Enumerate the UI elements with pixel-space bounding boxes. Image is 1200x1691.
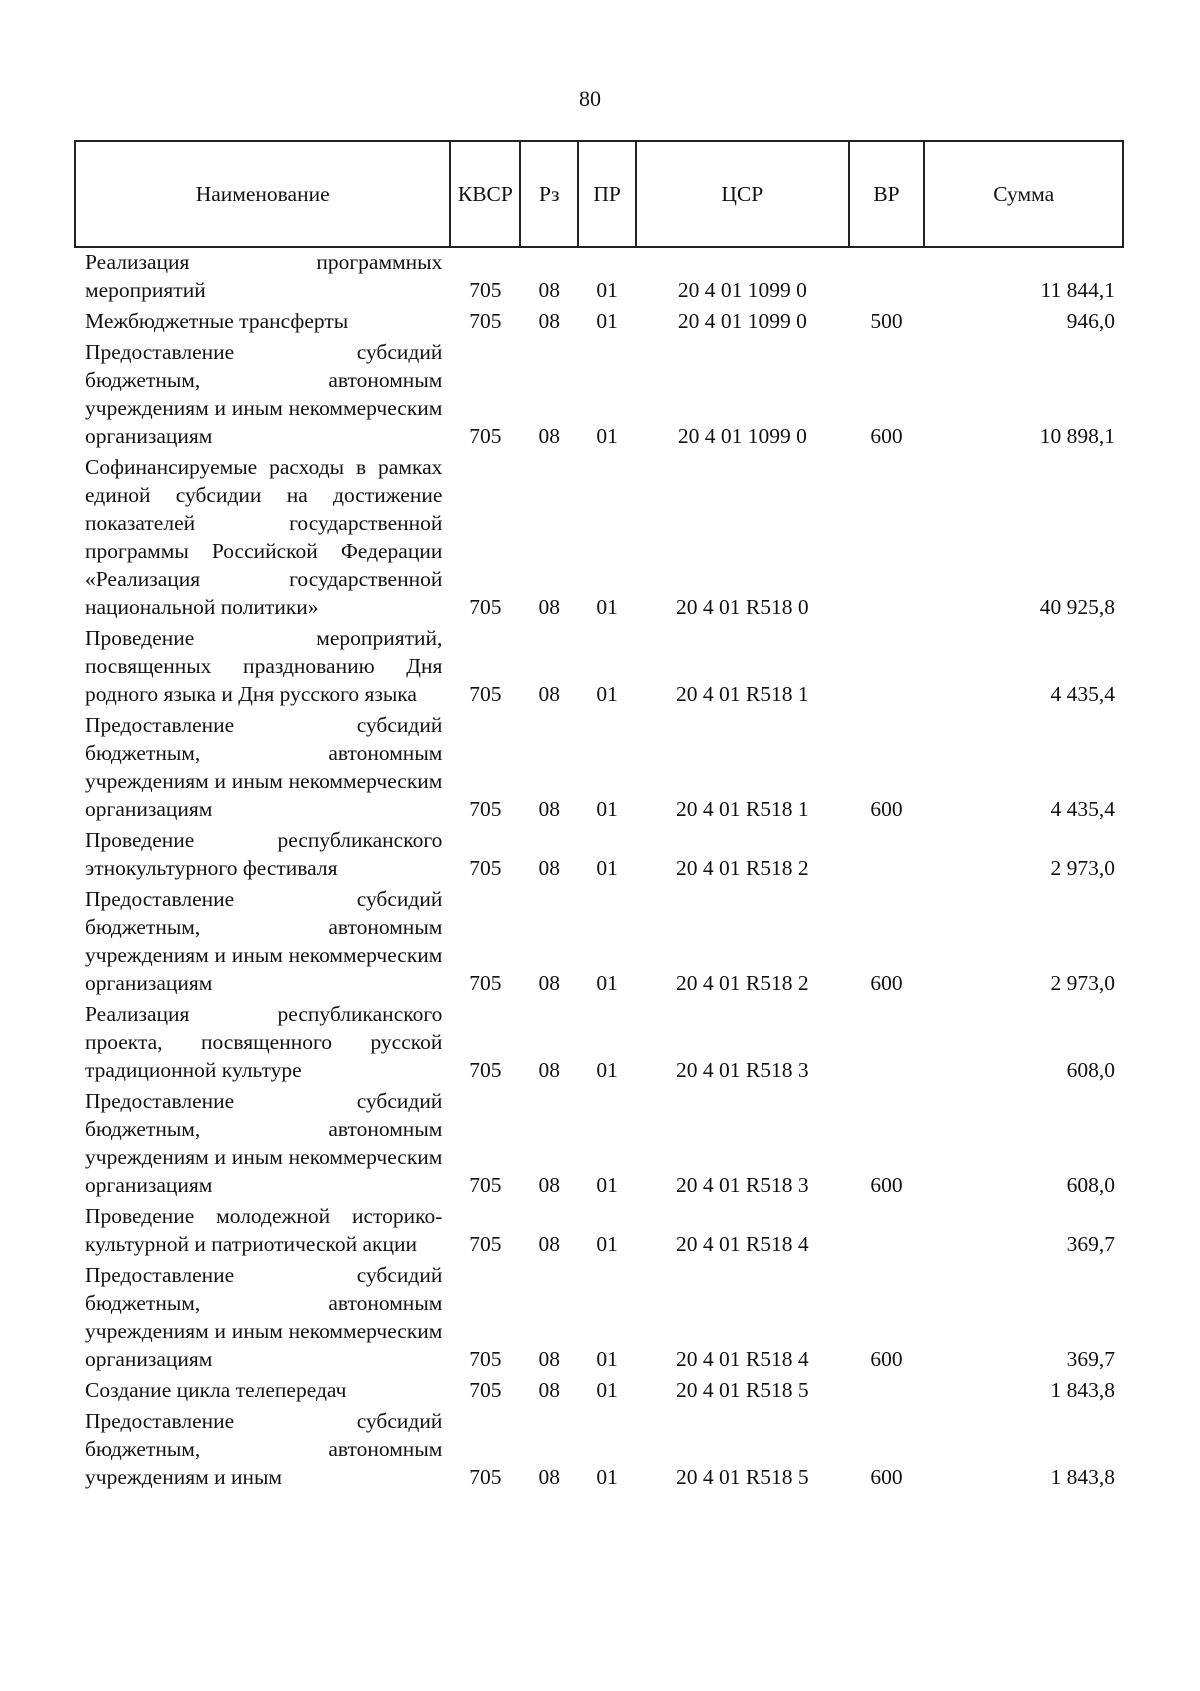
table-row — [75, 1202, 1123, 1261]
row-kvsr: 705 — [469, 424, 502, 448]
row-kvsr: 705 — [469, 682, 502, 706]
row-csr: 20 4 01 R518 2 — [676, 856, 809, 880]
row-rz: 08 — [538, 309, 561, 333]
row-rz: 08 — [538, 682, 561, 706]
row-pr: 01 — [596, 595, 618, 619]
table-row — [75, 711, 1123, 826]
row-sum: 946,0 — [1066, 309, 1115, 333]
row-kvsr: 705 — [469, 278, 502, 302]
row-pr: 01 — [596, 1058, 618, 1082]
row-sum: 369,7 — [1066, 1232, 1115, 1256]
row-name: Предоставление субсидий бюджетным, автономным учреждениям и иным некоммерческим организациям — [85, 887, 443, 995]
row-sum: 4 435,4 — [1050, 682, 1115, 706]
row-kvsr: 705 — [469, 1173, 502, 1197]
row-sum: 1 843,8 — [1050, 1465, 1115, 1489]
row-sum: 2 973,0 — [1050, 856, 1115, 880]
row-pr: 01 — [596, 1378, 618, 1402]
row-csr: 20 4 01 R518 1 — [676, 797, 809, 821]
row-pr: 01 — [596, 309, 618, 333]
row-kvsr: 705 — [469, 1347, 502, 1371]
row-pr: 01 — [596, 1232, 618, 1256]
header-pr: ПР — [578, 141, 636, 247]
table-row — [75, 1376, 1123, 1407]
row-kvsr: 705 — [469, 1058, 502, 1082]
row-rz: 08 — [538, 1347, 561, 1371]
row-pr: 01 — [596, 682, 618, 706]
row-sum: 369,7 — [1066, 1347, 1115, 1371]
row-pr: 01 — [596, 278, 618, 302]
row-vr — [849, 1202, 925, 1261]
row-csr: 20 4 01 1099 0 — [677, 278, 807, 302]
row-csr: 20 4 01 R518 4 — [676, 1347, 809, 1371]
row-rz: 08 — [538, 595, 561, 619]
row-rz: 08 — [538, 797, 561, 821]
row-csr: 20 4 01 R518 0 — [676, 595, 809, 619]
row-sum: 608,0 — [1066, 1058, 1115, 1082]
row-pr: 01 — [596, 797, 618, 821]
row-sum: 11 844,1 — [1040, 278, 1115, 302]
table-row — [75, 826, 1123, 885]
table-row — [75, 885, 1123, 1000]
row-rz: 08 — [538, 424, 561, 448]
row-vr: 600 — [870, 1347, 903, 1371]
row-kvsr: 705 — [469, 1232, 502, 1256]
row-rz: 08 — [538, 1378, 561, 1402]
row-name: Предоставление субсидий бюджетным, автономным учреждениям и иным — [85, 1409, 443, 1489]
row-kvsr: 705 — [469, 595, 502, 619]
header-name: Наименование — [75, 141, 450, 247]
table-row — [75, 1261, 1123, 1376]
row-vr — [849, 826, 925, 885]
row-name: Предоставление субсидий бюджетным, автономным учреждениям и иным некоммерческим организациям — [85, 713, 443, 821]
row-vr — [849, 453, 925, 624]
row-name: Предоставление субсидий бюджетным, автономным учреждениям и иным некоммерческим организациям — [85, 1089, 443, 1197]
row-vr: 600 — [870, 971, 903, 995]
row-kvsr: 705 — [469, 856, 502, 880]
row-kvsr: 705 — [469, 797, 502, 821]
table-body — [75, 247, 1123, 1494]
row-csr: 20 4 01 R518 3 — [676, 1173, 809, 1197]
table-row — [75, 453, 1123, 624]
row-rz: 08 — [538, 1173, 561, 1197]
table-row — [75, 247, 1123, 307]
row-rz: 08 — [538, 1465, 561, 1489]
row-sum: 10 898,1 — [1039, 424, 1115, 448]
row-name: Проведение мероприятий, посвященных празднованию Дня родного языка и Дня русского языка — [85, 626, 443, 706]
row-rz: 08 — [538, 278, 561, 302]
row-csr: 20 4 01 1099 0 — [677, 424, 807, 448]
row-sum: 1 843,8 — [1050, 1378, 1115, 1402]
row-name: Реализация программных мероприятий — [85, 250, 443, 302]
row-name: Реализация республиканского проекта, посвященного русской традиционной культуре — [85, 1002, 443, 1082]
header-sum: Сумма — [924, 141, 1123, 247]
row-vr: 600 — [870, 424, 903, 448]
row-name: Предоставление субсидий бюджетным, автономным учреждениям и иным некоммерческим организациям — [85, 340, 443, 448]
table-row — [75, 1407, 1123, 1494]
row-name: Софинансируемые расходы в рамках единой субсидии на достижение показателей государственной программы Российской Федерации «Реализация государственной национальной политики» — [85, 455, 443, 619]
table-row — [75, 307, 1123, 338]
row-sum: 4 435,4 — [1050, 797, 1115, 821]
header-vr: ВР — [849, 141, 925, 247]
header-kvsr: КВСР — [450, 141, 520, 247]
row-vr — [849, 1000, 925, 1087]
row-pr: 01 — [596, 1173, 618, 1197]
budget-table — [74, 140, 1124, 1494]
table-row — [75, 624, 1123, 711]
table-row — [75, 1087, 1123, 1202]
row-csr: 20 4 01 R518 5 — [676, 1378, 809, 1402]
row-csr: 20 4 01 R518 1 — [676, 682, 809, 706]
row-csr: 20 4 01 R518 3 — [676, 1058, 809, 1082]
header-csr: ЦСР — [636, 141, 848, 247]
row-pr: 01 — [596, 1465, 618, 1489]
page-number: 80 — [579, 86, 601, 111]
row-csr: 20 4 01 R518 2 — [676, 971, 809, 995]
row-rz: 08 — [538, 1232, 561, 1256]
row-pr: 01 — [596, 971, 618, 995]
row-vr — [849, 624, 925, 711]
row-name: Проведение республиканского этнокультурного фестиваля — [85, 828, 443, 880]
row-vr: 600 — [870, 1465, 903, 1489]
table-row — [75, 1000, 1123, 1087]
row-vr — [849, 1376, 925, 1407]
row-pr: 01 — [596, 424, 618, 448]
row-kvsr: 705 — [469, 1465, 502, 1489]
table-row — [75, 338, 1123, 453]
row-rz: 08 — [538, 971, 561, 995]
row-name: Предоставление субсидий бюджетным, автономным учреждениям и иным некоммерческим организациям — [85, 1263, 443, 1371]
row-sum: 40 925,8 — [1039, 595, 1115, 619]
row-vr: 600 — [870, 1173, 903, 1197]
row-kvsr: 705 — [469, 971, 502, 995]
row-name: Межбюджетные трансферты — [85, 309, 349, 333]
row-pr: 01 — [596, 856, 618, 880]
header-rz: Рз — [520, 141, 578, 247]
row-rz: 08 — [538, 856, 561, 880]
row-rz: 08 — [538, 1058, 561, 1082]
row-kvsr: 705 — [469, 309, 502, 333]
row-vr: 600 — [870, 797, 903, 821]
row-csr: 20 4 01 R518 5 — [676, 1465, 809, 1489]
row-name: Создание цикла телепередач — [85, 1378, 347, 1402]
table-header — [75, 141, 1123, 247]
row-vr — [849, 247, 925, 307]
row-csr: 20 4 01 1099 0 — [677, 309, 807, 333]
row-sum: 2 973,0 — [1050, 971, 1115, 995]
row-vr: 500 — [870, 309, 903, 333]
row-csr: 20 4 01 R518 4 — [676, 1232, 809, 1256]
row-sum: 608,0 — [1066, 1173, 1115, 1197]
row-kvsr: 705 — [469, 1378, 502, 1402]
row-name: Проведение молодежной историко-культурной и патриотической акции — [85, 1204, 443, 1256]
row-pr: 01 — [596, 1347, 618, 1371]
